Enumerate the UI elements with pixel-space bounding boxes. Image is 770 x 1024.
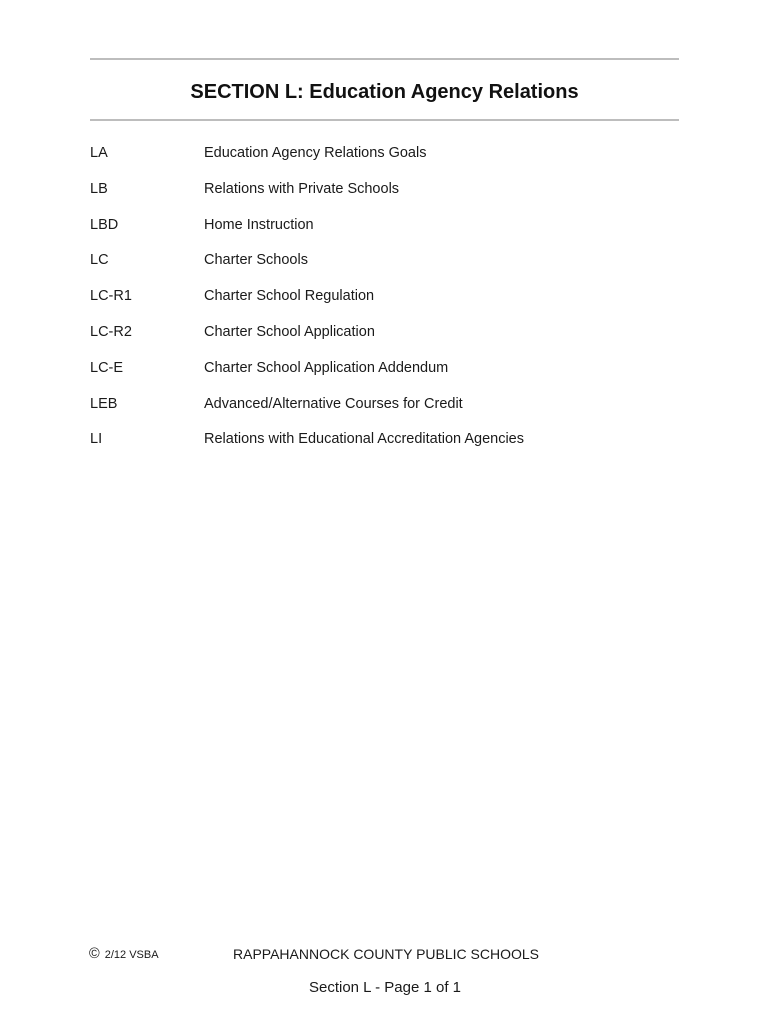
policy-code: LA [90, 145, 108, 161]
policy-entry [90, 394, 690, 430]
policy-entry [90, 143, 690, 179]
footer-organization: RAPPAHANNOCK COUNTY PUBLIC SCHOOLS [233, 946, 539, 962]
policy-index [90, 143, 690, 465]
policy-title: Charter Schools [204, 252, 308, 269]
policy-entry [90, 429, 690, 465]
title-divider [90, 119, 679, 121]
page-title: SECTION L: Education Agency Relations [190, 81, 579, 103]
policy-title: Charter School Regulation [204, 288, 375, 305]
policy-code: LBD [90, 216, 119, 233]
policy-title: Home Instruction [204, 216, 314, 233]
policy-title: Relations with Private Schools [204, 180, 400, 197]
footer-revision [89, 944, 159, 965]
policy-code: LC-E [90, 359, 124, 376]
policy-code: LB [90, 180, 108, 197]
policy-entry [90, 215, 690, 251]
policy-code: LC-R2 [90, 323, 132, 340]
policy-code: LC-R1 [90, 288, 132, 305]
policy-entry [90, 179, 690, 215]
top-divider [90, 58, 679, 60]
policy-title: Education Agency Relations Goals [204, 145, 427, 161]
page-number: Section L - Page 1 of 1 [308, 979, 462, 996]
policy-code: LC [90, 252, 109, 269]
policy-entry [90, 250, 690, 286]
copyright-icon: © [89, 946, 100, 962]
policy-title: Advanced/Alternative Courses for Credit [204, 395, 463, 412]
policy-entry [90, 322, 690, 358]
policy-title: Charter School Application [204, 323, 375, 340]
policy-code: LEB [90, 395, 118, 412]
policy-title: Relations with Educational Accreditation Agencies [204, 431, 524, 448]
policy-entry [90, 286, 690, 322]
policy-code: LI [90, 431, 103, 448]
policy-entry [90, 358, 690, 394]
policy-title: Charter School Application Addendum [204, 359, 449, 376]
revision-label: 2/12 VSBA [104, 949, 159, 961]
